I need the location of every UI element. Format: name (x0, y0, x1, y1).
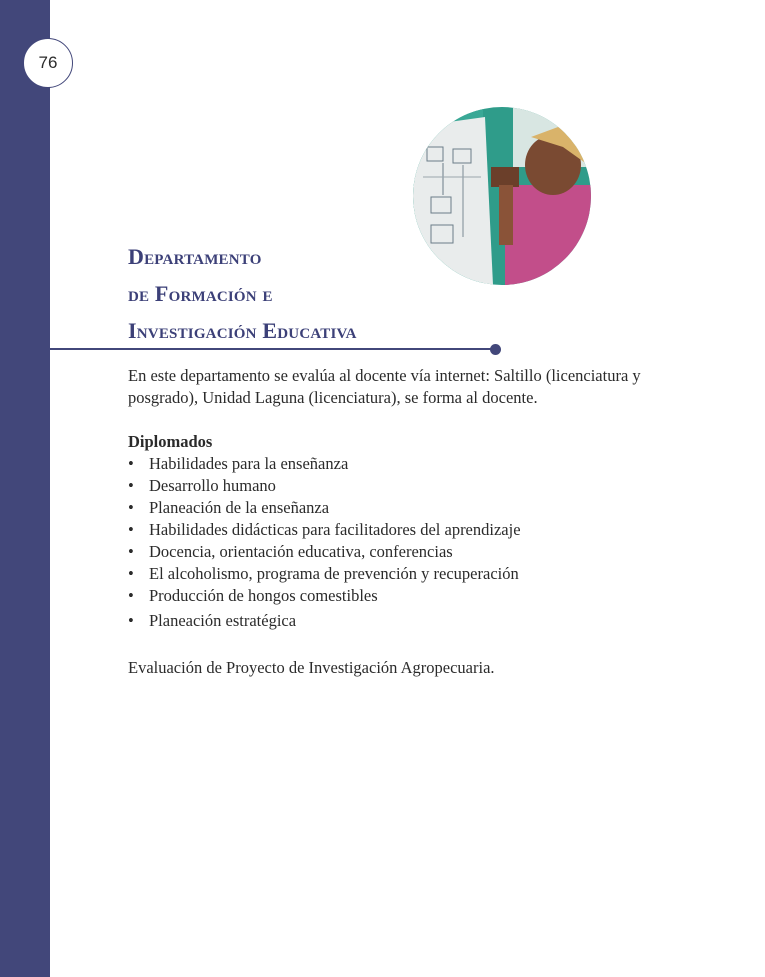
title-underline-dot (490, 344, 501, 355)
title-line: Departamento (128, 244, 262, 269)
title-line: de Formación e (128, 281, 273, 306)
intro-paragraph: En este departamento se evalúa al docente vía internet: Saltillo (licenciatura y posgrado), Unidad Laguna (licenciatura), se forma al docente. (128, 366, 641, 407)
section-title (128, 238, 357, 349)
title-line: Investigación Educativa (128, 318, 357, 343)
title-underline (50, 348, 496, 350)
body-content (128, 365, 688, 679)
list-item: • Desarrollo humano (128, 475, 688, 497)
list-item: • El alcoholismo, programa de prevención y recuperación (128, 563, 688, 585)
closing-paragraph: Evaluación de Proyecto de Investigación Agropecuaria. (128, 658, 495, 677)
diplomados-heading: Diplomados (128, 432, 213, 451)
list-item: • Habilidades para la enseñanza (128, 453, 688, 475)
sidebar-band (0, 0, 50, 977)
list-item: • Planeación de la enseñanza (128, 497, 688, 519)
list-item: • Planeación estratégica (128, 610, 688, 632)
list-item: • Habilidades didácticas para facilitadores del aprendizaje (128, 519, 688, 541)
photo-icon (413, 107, 591, 285)
list-item: • Producción de hongos comestibles (128, 585, 688, 607)
page-number: 76 (23, 38, 73, 88)
list-item: • Docencia, orientación educativa, conferencias (128, 541, 688, 563)
diplomados-list (128, 453, 688, 632)
